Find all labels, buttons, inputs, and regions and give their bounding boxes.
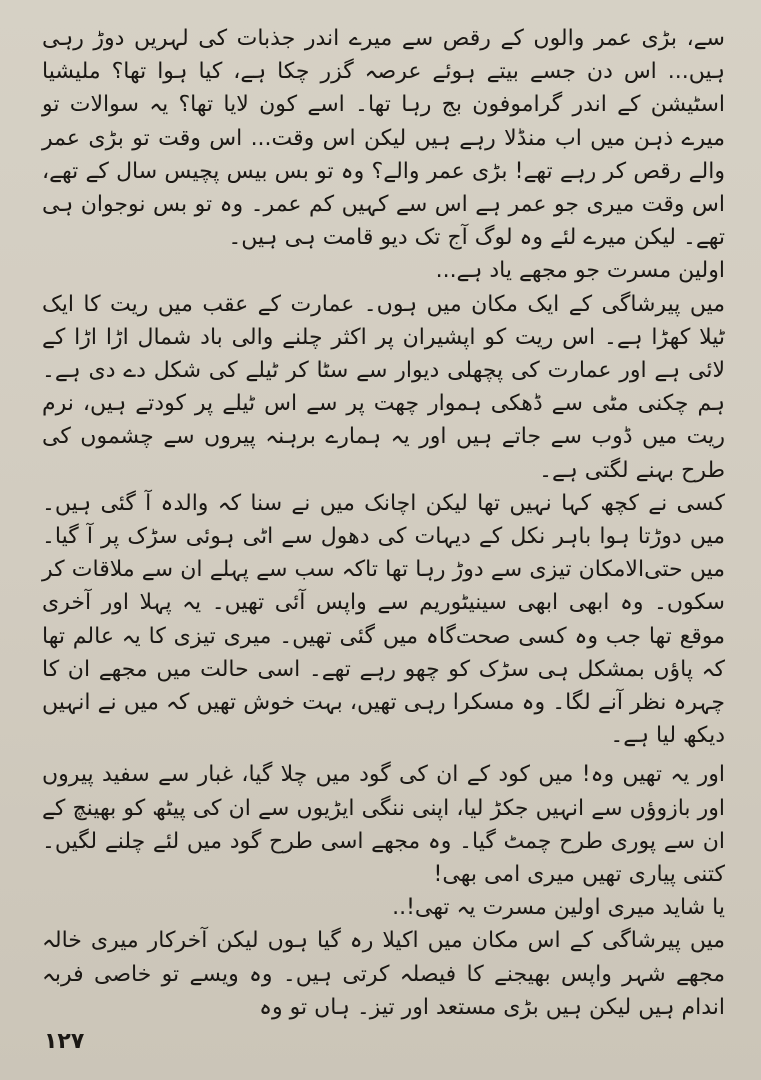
paragraph-4: کسی نے کچھ کہا نہیں تھا لیکن اچانک میں نے سنا کہ والدہ آ گئی ہیں۔ میں دوڑتا ہوا باہر نکل کے دیہات کی دھول سے اٹی ہوئی سڑک پر آ گیا۔ میں حتی‌الامکان تیزی سے دوڑ رہا تھا تاکہ سب سے پہلے ان سے ملاقات کر سکوں۔ وہ ابھی ابھی سینیٹوریم سے واپس آئی تھیں۔ یہ پہلا اور آخری موقع تھا جب وہ کسی صحت‌گاہ میں گئی تھیں۔ میری تیزی کا یہ عالم تھا کہ پاؤں بمشکل ہی سڑک کو چھو رہے تھے۔ اسی حالت میں مجھے ان کا چہرہ نظر آنے لگا۔ وہ مسکرا رہی تھیں، بہت خوش تھیں کہ میں نے انہیں دیکھ لیا ہے۔ bbox=[42, 490, 725, 749]
paragraph-3: میں پیرشاگی کے ایک مکان میں ہوں۔ عمارت کے عقب میں ریت کا ایک ٹیلا کھڑا ہے۔ اس ریت کو اپشیران پر اکثر چلنے والی باد شمال اڑا اڑا کے لائی ہے اور عمارت کی پچھلی دیوار سے سٹا کر ٹیلے کی شکل دے دی ہے۔ ہم چکنی مٹی سے ڈھکی ہموار چھت پر سے اس ٹیلے پر کودتے ہیں، نرم ریت میں ڈوب سے جاتے ہیں اور یہ ہمارے برہنہ پیروں سے چشموں کی طرح بہنے لگتی ہے۔ bbox=[42, 291, 725, 483]
body-text bbox=[42, 22, 725, 1024]
paragraph-1: سے، بڑی عمر والوں کے رقص سے میرے اندر جذبات کی لہریں دوڑ رہی ہیں... اس دن جسے بیتے ہوئے عرصہ گزر چکا ہے، کیا ہوا تھا؟ ملیشیا اسٹیشن کے اندر گراموفون بج رہا تھا۔ اسے کون لایا تھا؟ یہ سوالات تو میرے ذہن میں اب منڈلا رہے ہیں لیکن اس وقت... اس وقت تو بڑی عمر والے رقص کر رہے تھے! بڑی عمر والے؟ وہ تو بس بیس پچیس سال کے تھے، اس وقت میری جو عمر ہے اس سے کہیں کم عمر۔ وہ تو بس نوجوان ہی تھے۔ لیکن میرے لئے وہ لوگ آج تک دیو قامت ہی ہیں۔ bbox=[42, 26, 725, 251]
paragraph-5: اور یہ تھیں وہ! میں کود کے ان کی گود میں چلا گیا، غبار سے سفید پیروں اور بازوؤں سے انہیں جکڑ لیا، اپنی ننگی ایڑیوں سے ان کی پیٹھ کو بھینچ کے ان سے پوری طرح چمٹ گیا۔ وہ مجھے اسی طرح گود میں لئے چلنے لگیں۔ کتنی پیاری تھیں میری امی بھی! bbox=[42, 762, 725, 888]
paragraph-6: یا شاید میری اولین مسرت یہ تھی!.. bbox=[392, 895, 725, 921]
page-number: ۱۲۷ bbox=[44, 1029, 85, 1054]
paragraph-2: اولین مسرت جو مجھے یاد ہے... bbox=[435, 258, 725, 284]
paragraph-7: میں پیرشاگی کے اس مکان میں اکیلا رہ گیا ہوں لیکن آخرکار میری خالہ مجھے شہر واپس بھیجنے کا فیصلہ کرتی ہیں۔ وہ ویسے تو خاصی فربہ اندام ہیں لیکن ہیں بڑی مستعد اور تیز۔ ہاں تو وہ bbox=[42, 928, 725, 1020]
